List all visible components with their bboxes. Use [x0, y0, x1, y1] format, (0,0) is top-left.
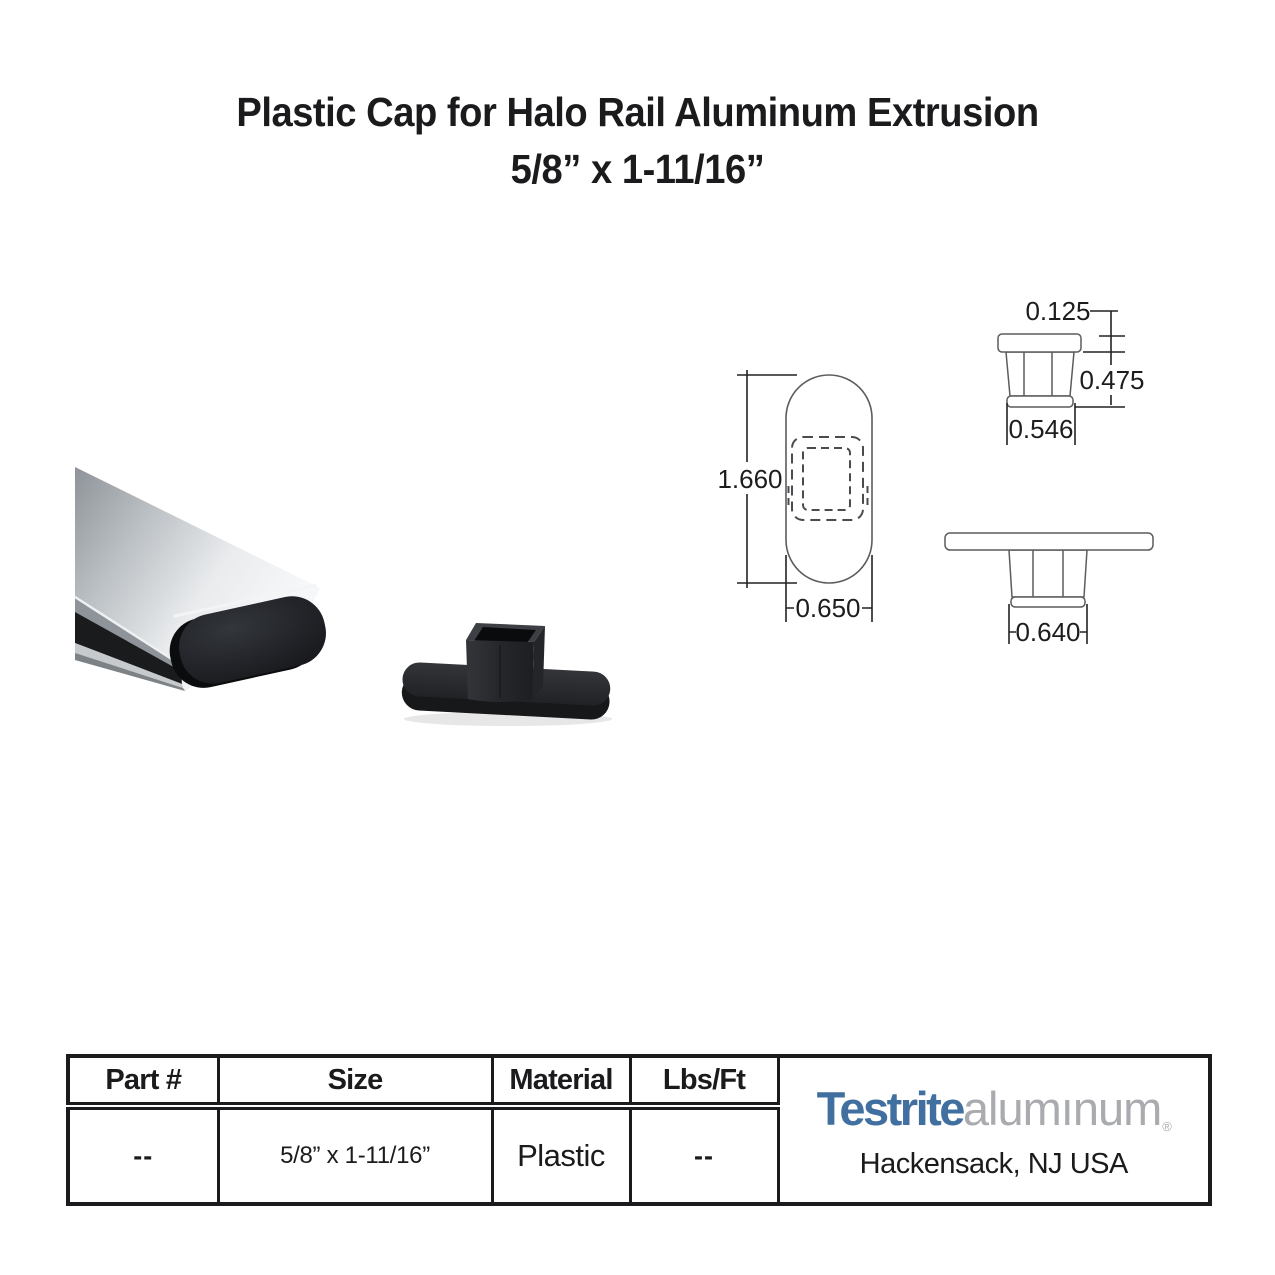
plug-lip-outline [1007, 396, 1073, 407]
brand-name: Testrite [816, 1082, 963, 1135]
brand-suffix: alumınum [962, 1082, 1162, 1135]
plastic-cap-photo [380, 595, 630, 745]
flange-outline [998, 334, 1081, 352]
dimension-lines [737, 370, 872, 622]
header-lbs-ft: Lbs/Ft [630, 1056, 778, 1106]
brand-cell [778, 1056, 1210, 1204]
cap-plug [466, 623, 545, 702]
cap-outline [786, 375, 872, 583]
drawing-side-view-long [920, 520, 1180, 660]
cell-lbs-ft: -- [630, 1106, 778, 1204]
drawing-front-view [700, 290, 900, 650]
flange-outline [945, 533, 1153, 550]
cell-size: 5/8” x 1-11/16” [218, 1106, 492, 1204]
hidden-plug-inner [803, 448, 850, 510]
dim-width-label: 0.650 [795, 593, 861, 623]
cell-part-number: -- [68, 1106, 218, 1204]
registered-mark: ® [1162, 1119, 1172, 1134]
dim-width-label: 0.640 [1015, 617, 1081, 647]
dim-flange-label: 0.125 [1025, 296, 1091, 326]
header-part-number: Part # [68, 1056, 218, 1106]
dim-plugwidth-label: 0.546 [1008, 414, 1074, 444]
page-title [0, 84, 1275, 198]
cell-material: Plastic [492, 1106, 630, 1204]
header-size: Size [218, 1056, 492, 1106]
hidden-side-notches [789, 486, 868, 509]
plug-lip-outline [1011, 597, 1085, 607]
plug-body-outline [1006, 352, 1074, 396]
brand-location: Hackensack, NJ USA [859, 1148, 1128, 1180]
title-line-2: 5/8” x 1-11/16” [510, 146, 765, 192]
extrusion-with-cap-photo [55, 425, 355, 725]
drawing-side-view [980, 295, 1160, 455]
brand-logo [780, 1083, 1209, 1147]
dim-height-label: 1.660 [717, 464, 783, 494]
table-header-row [68, 1056, 1210, 1106]
plug-body-outline [1009, 550, 1087, 597]
dim-depth-label: 0.475 [1079, 365, 1145, 395]
header-material: Material [492, 1056, 630, 1106]
spec-table [66, 1054, 1212, 1206]
title-line-1: Plastic Cap for Halo Rail Aluminum Extrusion [236, 89, 1039, 135]
